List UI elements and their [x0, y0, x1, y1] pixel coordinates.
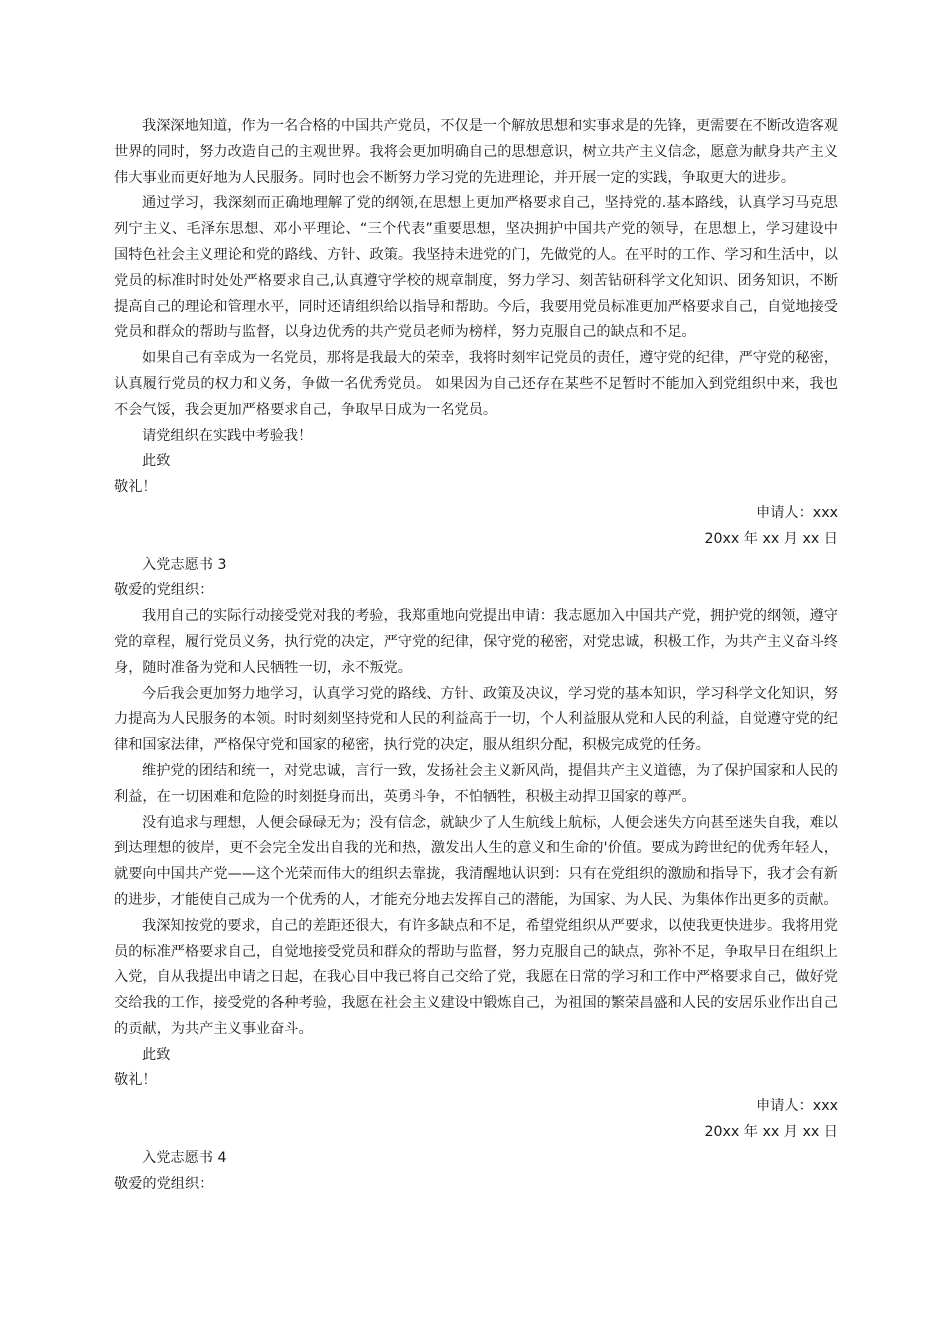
- paragraph-8: 没有追求与理想，人便会碌碌无为；没有信念，就缺少了人生航线上航标，人便会迷失方向甚至迷失自我，难以到达理想的彼岸，更不会完全发出自我的光和热，激发出人生的意义和生命的'价值。要成为跨世纪的优秀年轻人，就要向中国共产党——这个光荣而伟大的组织去靠拢，我清醒地认识到：只有在党组织的激励和指导下，我才会有新的进步，才能使自己成为一个优秀的人，才能充分地去发挥自己的潜能，为国家、为人民、为集体作出更多的贡献。: [114, 814, 838, 908]
- greeting: 敬爱的党组织：: [114, 582, 214, 599]
- paragraph-4: 请党组织在实践中考验我！: [142, 427, 313, 444]
- paragraph-2: 通过学习，我深刻而正确地理解了党的纲领,在思想上更加严格要求自己，坚持党的.基本路线，认真学习马克思列宁主义、毛泽东思想、邓小平理论、“三个代表”重要思想，坚决拥护中国共产党的领导，在思想上，学习建设中国特色社会主义理论和党的路线、方针、政策。我坚持未进党的门，先做党的人。在平时的工作、学习和生活中，以党员的标准时时处处严格要求自己,认真遵守学校的规章制度，努力学习、刻苦钻研科学文化知识、团务知识，不断提高自己的理论和管理水平，同时还请组织给以指导和帮助。今后，我要用党员标准更加严格要求自己，自觉地接受党员和群众的帮助与监督，以身边优秀的共产党员老师为榜样，努力克服自己的缺点和不足。: [114, 195, 838, 341]
- paragraph-7: 维护党的团结和统一，对党忠诚，言行一致，发扬社会主义新风尚，提倡共产主义道德，为了保护国家和人民的利益，在一切困难和危险的时刻挺身而出，英勇斗争，不怕牺牲，积极主动捍卫国家的尊严。: [114, 762, 838, 805]
- closing-text: 此致: [142, 1046, 171, 1063]
- paragraph-3: 如果自己有幸成为一名党员，那将是我最大的荣幸，我将时刻牢记党员的责任，遵守党的纪律，严守党的秘密，认真履行党员的权力和义务，争做一名优秀党员。 如果因为自己还存在某些不足暂时不能加入到党组织中来，我也不会气馁，我会更加严格要求自己，争取早日成为一名党员。: [114, 350, 838, 418]
- application-date: 20xx 年 xx 月 xx 日: [704, 530, 838, 547]
- document-page: [114, 114, 838, 1197]
- paragraph-5: 我用自己的实际行动接受党对我的考验，我郑重地向党提出申请：我志愿加入中国共产党，拥护党的纲领，遵守党的章程，履行党员义务，执行党的决定，严守党的纪律，保守党的秘密，对党忠诚，积极工作，为共产主义奋斗终身，随时准备为党和人民牺牲一切，永不叛党。: [114, 608, 838, 676]
- paragraph-1: 我深深地知道，作为一名合格的中国共产党员，不仅是一个解放思想和实事求是的先锋，更需要在不断改造客观世界的同时，努力改造自己的主观世界。我将会更加明确自己的思想意识，树立共产主义信念，愿意为献身共产主义伟大事业而更好地为人民服务。同时也会不断努力学习党的先进理论，并开展一定的实践，争取更大的进步。: [114, 118, 838, 186]
- greeting: 敬爱的党组织：: [114, 1175, 214, 1192]
- application-date: 20xx 年 xx 月 xx 日: [704, 1124, 838, 1141]
- closing-text: 此致: [142, 453, 171, 470]
- paragraph-6: 今后我会更加努力地学习，认真学习党的路线、方针、政策及决议，学习党的基本知识，学习科学文化知识，努力提高为人民服务的本领。时时刻刻坚持党和人民的利益高于一切，个人利益服从党和人民的利益，自觉遵守党的纪律和国家法律，严格保守党和国家的秘密，执行党的决定，服从组织分配，积极完成党的任务。: [114, 685, 838, 754]
- applicant-signature: 申请人：xxx: [756, 1098, 838, 1115]
- section-title: 入党志愿书 3: [142, 556, 227, 573]
- applicant-signature: 申请人：xxx: [756, 504, 838, 521]
- salute-text: 敬礼！: [114, 479, 157, 496]
- section-title: 入党志愿书 4: [142, 1149, 227, 1166]
- salute-text: 敬礼！: [114, 1072, 157, 1089]
- paragraph-9: 我深知按党的要求，自己的差距还很大，有许多缺点和不足，希望党组织从严要求，以使我更快进步。我将用党员的标准严格要求自己，自觉地接受党员和群众的帮助与监督，努力克服自己的缺点，弥补不足，争取早日在组织上入党，自从我提出申请之日起，在我心目中我已将自己交给了党，我愿在日常的学习和工作中严格要求自己，做好党交给我的工作，接受党的各种考验，我愿在社会主义建设中锻炼自己，为祖国的繁荣昌盛和人民的安居乐业作出自己的贡献，为共产主义事业奋斗。: [114, 917, 838, 1037]
